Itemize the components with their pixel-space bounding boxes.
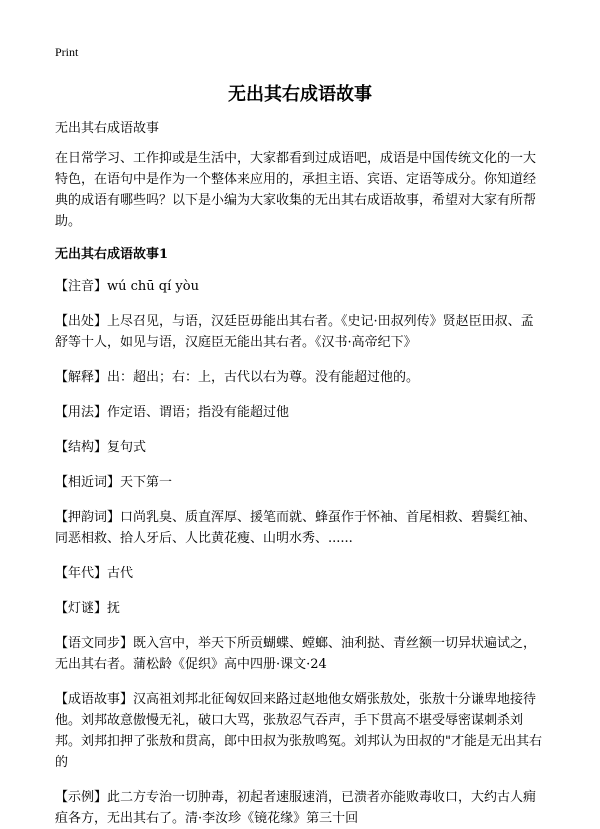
- entry-text: 口尚乳臭、质直浑厚、援笔而就、蜂虿作于怀袖、首尾相救、碧鬓红袖、同恶相救、拾人牙后、人比黄花瘦、山明水秀、......: [55, 510, 537, 546]
- entry-label: 【结构】: [55, 440, 108, 455]
- entry-source: [55, 311, 545, 353]
- entry-explanation: [55, 367, 545, 388]
- entry-label: 【相近词】: [55, 475, 121, 490]
- entry-pinyin: [55, 276, 545, 297]
- entry-text: 古代: [107, 566, 134, 581]
- entry-era: [55, 563, 545, 584]
- entry-text: 上尽召见，与语，汉廷臣毋能出其右者。《史记·田叔列传》贤赵臣田叔、孟舒等十人，如见与语，汉庭臣无能出其右者。《汉书·高帝纪下》: [55, 314, 534, 350]
- entry-label: 【年代】: [55, 566, 108, 581]
- entry-text: 抚: [107, 601, 121, 616]
- entry-label: 【出处】: [55, 314, 108, 329]
- entry-label: 【灯谜】: [55, 601, 108, 616]
- entry-label: 【示例】: [55, 790, 108, 805]
- entry-rhyme: [55, 507, 545, 549]
- entry-riddle: [55, 598, 545, 619]
- entry-usage: [55, 402, 545, 423]
- entry-text: 作定语、谓语；指没有能超过他: [107, 405, 290, 420]
- print-link[interactable]: Print: [55, 45, 79, 59]
- entry-text: 汉高祖刘邦北征匈奴回来路过赵地他女婿张敖处，张敖十分谦卑地接待他。刘邦故意傲慢无礼，破口大骂，张敖忍气吞声，手下贯高不堪受辱密谋刺杀刘邦。刘邦扣押了张敖和贯高，郎中田叔为张敖鸣冤。刘邦认为田叔的"才能是无出其右的: [55, 692, 542, 770]
- entry-synonym: [55, 472, 545, 493]
- entry-text: 出：超出；右：上，古代以右为尊。没有能超过他的。: [107, 370, 420, 385]
- entry-label: 【用法】: [55, 405, 108, 420]
- entry-label: 【解释】: [55, 370, 108, 385]
- entry-label: 【语文同步】: [55, 636, 134, 651]
- entry-label: 【成语故事】: [55, 692, 134, 707]
- intro-paragraph: 在日常学习、工作抑或是生活中，大家都看到过成语吧，成语是中国传统文化的一大特色，在语句中是作为一个整体来应用的，承担主语、宾语、定语等成分。你知道经典的成语有哪些吗？以下是小编为大家收集的无出其右成语故事，希望对大家有所帮助。: [55, 151, 537, 229]
- entry-example: [55, 787, 545, 829]
- entry-label: 【注音】: [55, 279, 108, 294]
- entry-structure: [55, 437, 545, 458]
- entry-label: 【押韵词】: [55, 510, 121, 525]
- entry-text: 此二方专治一切肿毒，初起者速服速消，已溃者亦能败毒收口，大约古人痈疽各方，无出其右了。清·李汝珍《镜花缘》第三十回: [55, 790, 537, 826]
- entry-text: wú chū qí yòu: [107, 279, 199, 294]
- entry-list: [55, 276, 545, 829]
- entry-text: 天下第一: [120, 475, 173, 490]
- section-heading: 无出其右成语故事1: [55, 247, 169, 262]
- document-subtitle: 无出其右成语故事: [55, 121, 160, 136]
- page-title: 无出其右成语故事: [228, 84, 372, 105]
- entry-story: [55, 689, 545, 773]
- entry-text: 既入宫中，举天下所贡蝴蝶、螳螂、油利挞、青丝额一切异状遍试之，无出其右者。蒲松龄《促织》高中四册·课文·24: [55, 636, 537, 672]
- entry-text: 复句式: [107, 440, 147, 455]
- entry-textbook: [55, 633, 545, 675]
